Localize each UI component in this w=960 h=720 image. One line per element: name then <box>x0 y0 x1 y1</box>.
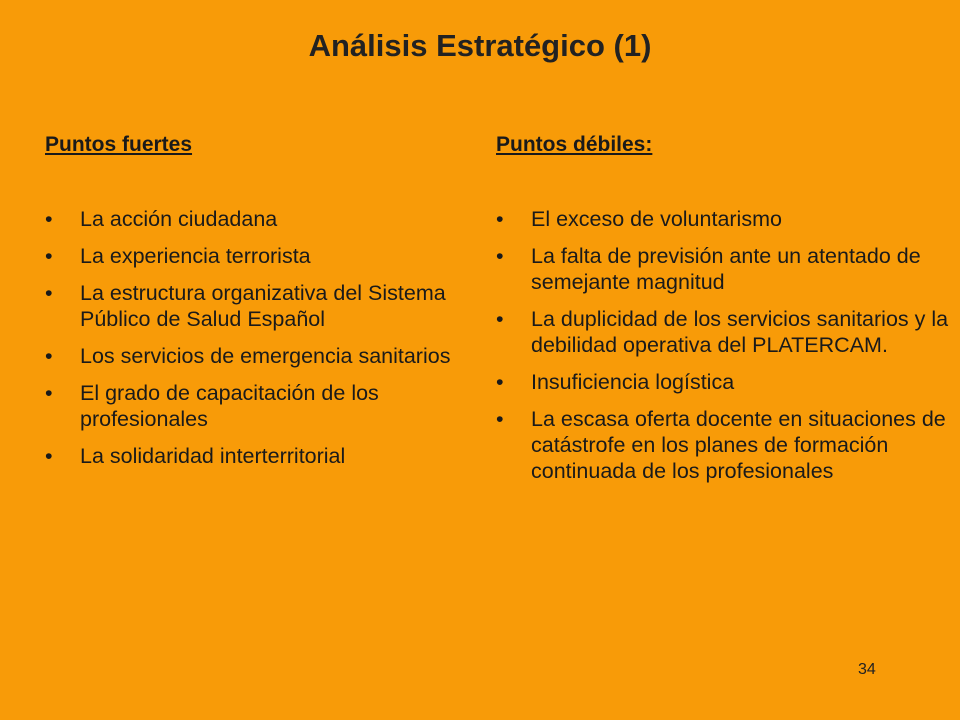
list-item-text: Insuficiencia logística <box>531 370 735 394</box>
bullet-icon: • <box>496 407 504 431</box>
strengths-list <box>45 206 465 469</box>
list-item-text: El grado de capacitación de los profesionales <box>80 381 379 431</box>
strengths-heading: Puntos fuertes <box>45 133 193 156</box>
list-item <box>45 443 465 469</box>
strengths-column <box>45 130 465 480</box>
list-item <box>496 369 954 395</box>
list-item-text: La experiencia terrorista <box>80 244 311 268</box>
bullet-icon: • <box>45 381 53 405</box>
list-item-text: Los servicios de emergencia sanitarios <box>80 344 451 368</box>
list-item <box>45 280 465 332</box>
list-item <box>45 206 465 232</box>
list-item-text: El exceso de voluntarismo <box>531 207 782 231</box>
bullet-icon: • <box>496 307 504 331</box>
bullet-icon: • <box>45 344 53 368</box>
bullet-icon: • <box>45 281 53 305</box>
bullet-icon: • <box>45 444 53 468</box>
bullet-icon: • <box>496 244 504 268</box>
list-item <box>45 380 465 432</box>
bullet-icon: • <box>496 370 504 394</box>
list-item <box>496 206 954 232</box>
bullet-icon: • <box>496 207 504 231</box>
list-item-text: La acción ciudadana <box>80 207 278 231</box>
list-item <box>496 406 954 484</box>
list-item-text: La escasa oferta docente en situaciones de catástrofe en los planes de formación continuada de los profesionales <box>531 407 946 483</box>
list-item-text: La solidaridad interterritorial <box>80 444 346 468</box>
page-number: 34 <box>858 661 876 678</box>
list-item <box>496 243 954 295</box>
weaknesses-heading: Puntos débiles: <box>496 133 653 156</box>
weaknesses-list <box>496 206 954 484</box>
slide-title: Análisis Estratégico (1) <box>308 28 652 63</box>
bullet-icon: • <box>45 244 53 268</box>
list-item-text: La falta de previsión ante un atentado de semejante magnitud <box>531 244 921 294</box>
list-item <box>45 343 465 369</box>
list-item <box>45 243 465 269</box>
list-item <box>496 306 954 358</box>
list-item-text: La estructura organizativa del Sistema Público de Salud Español <box>80 281 446 331</box>
weaknesses-column <box>496 130 954 495</box>
list-item-text: La duplicidad de los servicios sanitarios y la debilidad operativa del PLATERCAM. <box>531 307 949 357</box>
bullet-icon: • <box>45 207 53 231</box>
